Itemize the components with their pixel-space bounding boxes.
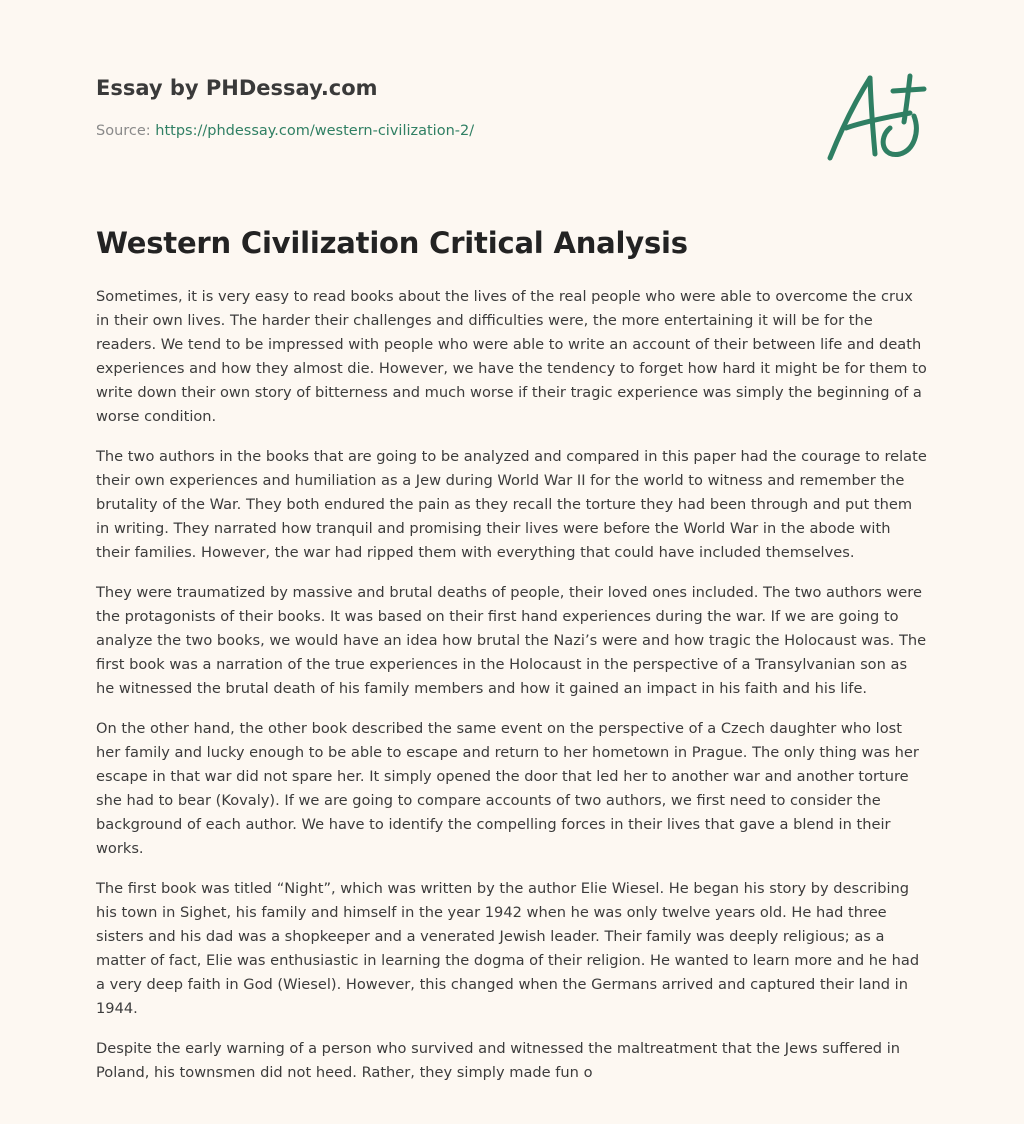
source-label: Source: [96, 123, 156, 139]
a-plus-logo-icon [824, 66, 928, 166]
essay-paragraph: The two authors in the books that are going to be analyzed and compared in this paper had the courage to relate their own experiences and humiliation as a Jew during World War II for the world to witness and remember the brutality of the War. They both endured the pain as they recall the torture they had been through and put them in writing. They narrated how tranquil and promising their lives were before the World War in the abode with their families. However, the war had ripped them with everything that could have included themselves. [96, 448, 927, 561]
essay-title: Western Civilization Critical Analysis [96, 226, 688, 260]
essay-paragraph: On the other hand, the other book described the same event on the perspective of a Czech daughter who lost her family and lucky enough to be able to escape and return to her hometown in Prague. The only thing was her escape in that war did not spare her. It simply opened the door that led her to another war and another torture she had to bear (Kovaly). If we are going to compare accounts of two authors, we first need to consider the background of each author. We have to identify the compelling forces in their lives that gave a blend in their works. [96, 720, 919, 857]
essay-paragraph: Sometimes, it is very easy to read books about the lives of the real people who were able to overcome the crux in their own lives. The harder their challenges and difficulties were, the more entertaining it will be for the readers. We tend to be impressed with people who were able to write an account of their between life and death experiences and how they almost die. However, we have the tendency to forget how hard it might be for them to write down their own story of bitterness and much worse if their tragic experience was simply the beginning of a worse condition. [96, 288, 927, 425]
source-line [96, 123, 474, 139]
page-header [96, 0, 928, 260]
essay-page [96, 0, 928, 1081]
source-link[interactable]: https://phdessay.com/western-civilization-2/ [155, 123, 475, 139]
essay-body [96, 285, 928, 1101]
essay-paragraph: The first book was titled “Night”, which was written by the author Elie Wiesel. He began his story by describing his town in Sighet, his family and himself in the year 1942 when he was only twelve years old. He had three sisters and his dad was a shopkeeper and a venerated Jewish leader. Their family was deeply religious; as a matter of fact, Elie was enthusiastic in learning the dogma of their religion. He wanted to learn more and he had a very deep faith in God (Wiesel). However, this changed when the Germans arrived and captured their land in 1944. [96, 880, 920, 1017]
essay-paragraph: They were traumatized by massive and brutal deaths of people, their loved ones included. The two authors were the protagonists of their books. It was based on their first hand experiences during the war. If we are going to analyze the two books, we would have an idea how brutal the Nazi’s were and how tragic the Holocaust was. The first book was a narration of the true experiences in the Holocaust in the perspective of a Transylvanian son as he witnessed the brutal death of his family members and how it gained an impact in his faith and his life. [96, 584, 927, 697]
essay-paragraph: Despite the early warning of a person who survived and witnessed the maltreatment that the Jews suffered in Poland, his townsmen did not heed. Rather, they simply made fun o [96, 1040, 901, 1081]
site-title: Essay by PHDessay.com [96, 76, 378, 100]
